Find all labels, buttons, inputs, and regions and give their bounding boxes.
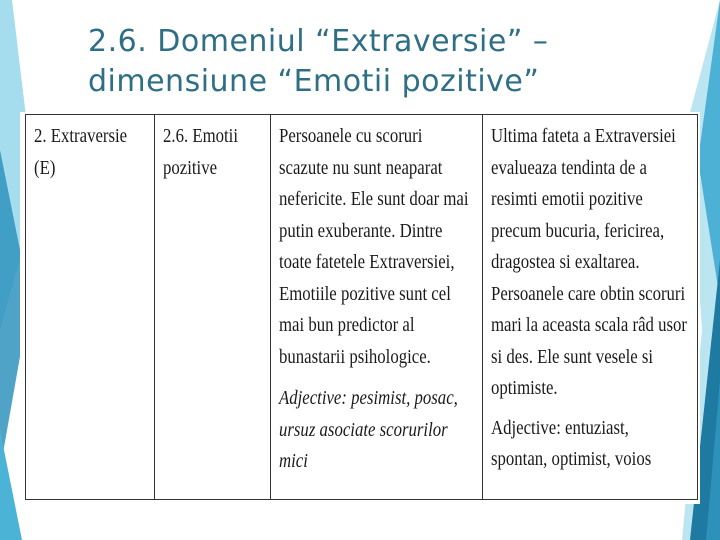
high-score-cell: [483, 115, 698, 500]
domain-text: 2. Extraversie (E): [34, 126, 128, 179]
low-score-cell: [271, 115, 483, 500]
facet-table: [25, 114, 698, 500]
title-line-1: 2.6. Domeniul “Extraversie” –: [88, 24, 549, 59]
high-score-description: Ultima fateta a Extraversiei evalueaza tendinta de a resimti emotii pozitive precum bucuria, fericirea, dragostea si exaltarea. Persoanele care obtin scoruri mari la aceasta scala râd usor si des. Ele sunt vesele si optimiste.: [491, 126, 688, 399]
title-line-2: dimensiune “Emotii pozitive”: [88, 64, 540, 99]
table-row: [26, 115, 698, 500]
low-score-description: Persoanele cu scoruri scazute nu sunt neaparat nefericite. Ele sunt doar mai putin exuberante. Dintre toate fatetele Extraversiei, Emotiile pozitive sunt cel mai bun predictor al bunastarii psihologice.: [279, 126, 469, 368]
high-score-adjectives: Adjective: entuziast, spontan, optimist, voios: [491, 417, 652, 470]
facet-table-container: [20, 112, 700, 504]
low-score-adjectives: Adjective: pesimist, posac, ursuz asociate scorurilor mici: [279, 388, 458, 472]
domain-cell: [26, 115, 155, 500]
facet-text: 2.6. Emotii pozitive: [163, 126, 239, 179]
facet-cell: [155, 115, 271, 500]
slide-title: [88, 22, 608, 102]
